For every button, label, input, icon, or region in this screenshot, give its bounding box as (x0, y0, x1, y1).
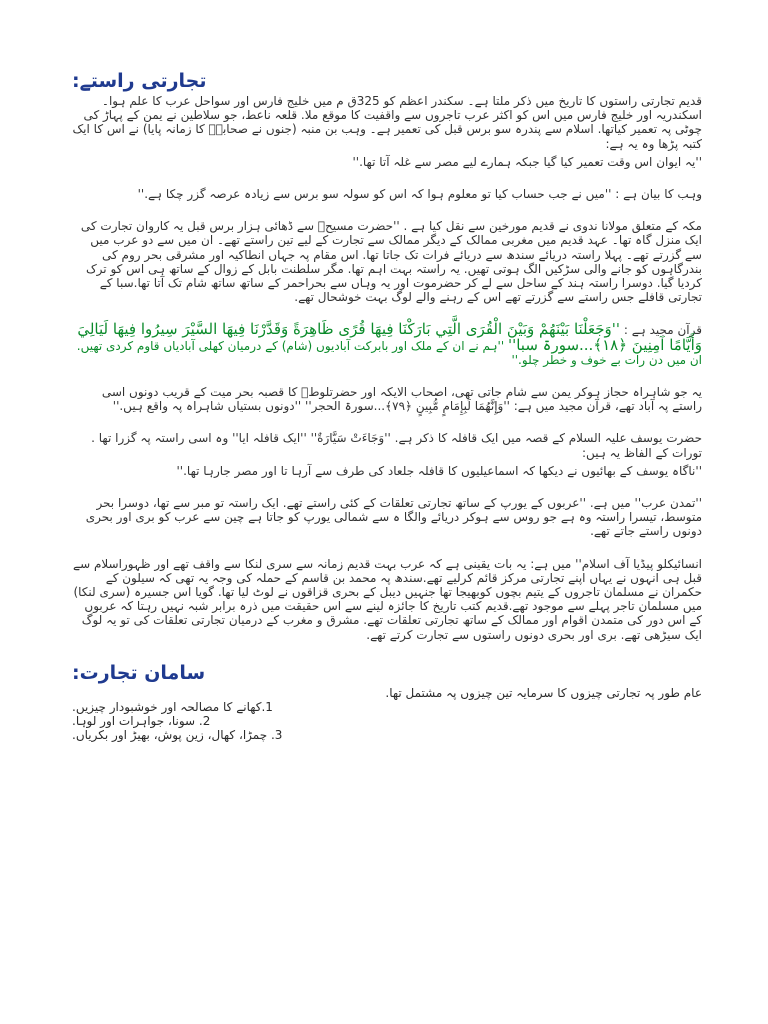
list-intro: عام طور پہ تجارتی چیزوں کا سرمایہ تین چیزوں پہ مشتمل تھا. (385, 685, 702, 700)
quran-block (72, 322, 702, 367)
section-title-trade-routes: تجارتی راستے: (72, 70, 207, 92)
list-item: 3. چمڑا، کھال، زین پوش، بھیڑ اور بکریاں. (72, 727, 283, 742)
list-item: 1.کھانے کا مصالحہ اور خوشبودار چیزیں. (72, 699, 273, 714)
quran-ayah: ''وَجَعَلْنَا بَيْنَهُمْ وَبَيْنَ الْقُرَى الَّتِي بَارَكْنَا فِيهَا قُرًى ظَاهِرَةً وَقَدَّرْنَا فِيهَا السَّيْرَ سِيرُوا فِيهَا لَيَالِيَ وَأَيَّامًا آمِنِينَ ﴿١٨﴾...سورۃ سبا'' (77, 320, 702, 354)
paragraph: قدیم تجارتی راستوں کا تاریخ میں ذکر ملتا ہے۔ سکندر اعظم کو 325ق م میں خلیج فارس اور سواحل عرب کا علم ہوا۔اسکندریہ اور خلیج فارس میں اس کو اکثر عرب تاجروں سے واقفیت کا موقع ملا. قلعہ ناعط، جو سلاطین نے یمن کے پہاڑ کی چوٹی پہ تعمیر کیاتھا. اسلام سے پندرہ سو برس قبل کی تعمیر ہے۔ وہب بن منبہ (جنوں نے صحابہؓ کا زمانہ پایا) نے اس کا ایک کتبہ پڑھا وہ یہ ہے: (72, 94, 702, 151)
paragraph: یہ جو شاہراہ حجاز ہوکر یمن سے شام جاتی تھی، اصحاب الایکہ اور حضرتلوطؑ کا قصبہ بحر میت کے قریب دونوں اسی راستے پہ آباد تھے، قرآن مجید میں ہے: ''وَإِنَّهُمَا لَبِإِمَامٍ مُّبِينٍ ﴿٧٩﴾...سورۃ الحجر'' ''دونوں بستیاں شاہراہ پہ واقع ہیں.'' (101, 385, 702, 414)
paragraph: وہب کا بیان ہے : ''میں نے جب حساب کیا تو معلوم ہوا کہ اس کو سولہ سو برس سے زیادہ عرصہ گزر چکا ہے.'' (137, 187, 702, 202)
section-title-trade-goods: سامان تجارت: (72, 661, 206, 684)
quran-intro: قرآن مجید ہے : (623, 323, 702, 338)
paragraph: ''تمدن عرب'' میں ہے. ''عربوں کے یورپ کے ساتھ تجارتی تعلقات کے کئی راستے تھے. ایک راستہ تو مبر سے تھا، دوسرا بحر متوسط، تیسرا راستہ وہ ہے جو روس سے ہوکر دریائے والگا ہ سے شمالی یورپ کو جاتا ہے چین سے عرب کو بری اور بحری دونوں راستے جاتے تھے. (85, 496, 702, 539)
paragraph: ''ناگاہ یوسف کے بھائیوں نے دیکھا کہ اسماعیلیوں کا قافلہ جلعاد کی طرف سے آرہا تا اور مصر جارہا تھا.'' (176, 463, 702, 478)
document-page (72, 68, 702, 742)
paragraph: حضرت یوسف علیہ السلام کے قصہ میں ایک قافلہ کا ذکر ہے. ''وَجَاءَتْ سَيَّارَةٌ'' ''ایک قافلہ ایا'' وہ اسی راستہ پہ گزرا تھا . تورات کے الفاظ یہ ہیں: (91, 431, 702, 460)
trade-goods-list (72, 700, 702, 742)
paragraph: مکہ کے متعلق مولانا ندوی نے قدیم مورخین سے نقل کیا ہے . ''حضرت مسیحؑ سے ڈھائی ہزار برس قبل یہ کاروان تجارت کی ایک منزل گاہ تھا۔ عہد قدیم میں مغربی ممالک کے دیگر ممالک سے تجارت کے لیے تین راستے تھے۔ ان میں سے دو عرب میں سے گزرتے تھے۔ پہلا راستہ دریائے سندھ سے دریائے فرات تک جاتا تھا. اس مقام پہ جہاں انطاکیہ اور مشرقی بحر روم کی بندرگاہوں کو جانے والی سڑکیں الگ ہوتی تھیں. یہ راستہ بہت اہم تھا. مگر سلطنت بابل کے زوال کے ساتھ ہی اس کو ترک کردیا گیا. دوسرا راستہ ہند کے ساحل سے لے کر حضرموت اور یہ وہاں سے بحراحمر کے ساتھ ساتھ شام تک آتا تھا.سبا کے تجارتی قافلے جس راستے سے گزرتے تھے اس کے رہنے والے لوگ بہت خوشحال تھے. (80, 219, 702, 305)
quran-translation: ''ہم نے ان کے ملک اور بابرکت آبادیوں (شام) کے درمیان کھلی آبادیاں قاوم کردی تھیں. ان میں دن رات بے خوف و خطر چلو.'' (76, 338, 702, 367)
list-item: 2. سونا، جواہرات اور لوہا. (72, 713, 211, 728)
paragraph: ''یہ ایوان اس وقت تعمیر کیا گیا جبکہ ہمارے لیے مصر سے غلہ آتا تھا.'' (352, 154, 702, 169)
paragraph: انسائیکلو پیڈیا آف اسلام'' میں ہے: یہ بات یقینی ہے کہ عرب بہت قدیم زمانہ سے سری لنکا سے واقف تھے اور ظہوراسلام سے قبل ہی انہوں نے یہاں اپنے تجارتی مرکز قائم کرلیے تھے.سندھ پہ محمد بن قاسم کے حملہ کی وجہ یہ تھی کہ سیلون کے حکمران نے مسلمان تاجروں کے یتیم بچوں کوبھیجا تھا جنہیں دیبل کے بحری قزاقوں نے لوٹ لیا تھا. گویا اس جسیرہ (سری لنکا) میں مسلمان تاجر پہلے سے موجود تھے.قدیم کتب تاریخ کا جائزہ لینے سے اس حقیقت میں ذرہ برابر شبہ نہیں رہتا کہ عربوں کے اس دور کی متمدن اقوام اور ممالک کے ساتھ تجارتی تعلقات تھے. مشرق و مغرب کے درمیان تجارتی تعلقات کی تو یہ لوگ ایک سیڑھی تھے. بری اور بحری دونوں راستوں سے تجارت کرتے تھے. (73, 556, 702, 642)
